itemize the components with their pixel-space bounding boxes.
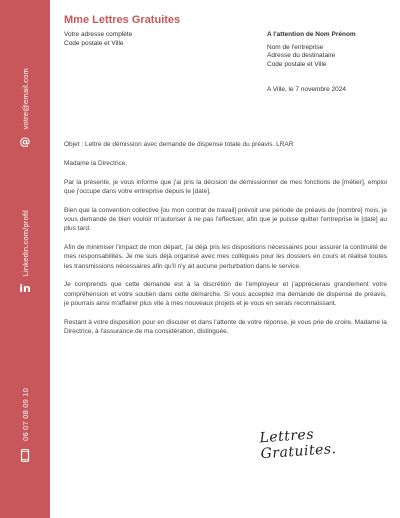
recipient-attention: A l'attention de Nom Prénom [267,31,356,38]
sender-address-block [64,31,132,48]
phone-text: 06 07 08 09 10 [20,388,30,441]
sender-postal: Code postale et Ville [64,39,124,47]
email-text: votre@email.com [20,68,30,130]
letter-paragraph-1: Par la présente, je vous informe que j'ai pris la décision de démissionner de mes fonctions de [métier], emploi que j'occupe dans votre entreprise depuis le [date]. [64,178,387,195]
phone-contact [0,388,50,462]
recipient-block [267,31,356,69]
recipient-address: Adresse du destinataire [267,52,336,59]
place-date: A Ville, le 7 novembre 2024 [267,86,347,93]
linkedin-contact [0,210,50,295]
sender-address: Votre adresse complète [64,31,133,38]
letter-paragraph-4: Je comprends que cette demande est à la discrétion de l'employeur et j'apprécierais grandement votre compréhension et votre soutien dans cette démarche. Si vous acceptez ma demande de dispense de préavis, je pourrais ainsi m'affairer plus vite à mes nouveaux projets et je vous en serais reconnaissant. [64,281,387,308]
sidebar [0,0,50,518]
letter-paragraph-2: Bien que la convention collective [ou mon contrat de travail] prévoit une période de préavis de [nombre] mois, je vous demande de bien vouloir m'autoriser à ne pas l'effectuer, afin que je puisse quitter l'entreprise le [date] au plus tard. [64,206,387,233]
letter-paragraph-3: Afin de minimiser l'impact de mon départ, j'ai déjà pris les dispositions nécessaires pour assurer la continuité de mes responsabilités. Je me suis déjà organisé avec mes collègues pour les dossiers en cours et réalisé toutes les transmissions nécessaires afin qu'il n'y ait aucune perturbation dans le service. [64,244,387,270]
linkedin-text: Linkedin.com/profil [20,210,30,277]
signature: Lettres Gratuites. [259,426,337,463]
linkedin-icon: in [19,282,31,296]
phone-icon [20,449,30,462]
at-icon: @ [19,135,31,149]
letter-salutation: Madame la Directrice, [64,159,128,167]
letter-body [64,140,387,346]
recipient-company: Nom de l'entreprise [267,43,324,51]
email-contact [0,68,50,148]
sender-name: Mme Lettres Gratuites [64,14,181,26]
letter-subject: Objet : Lettre de démission avec demande de dispense totale du préavis. LRAR [64,141,294,148]
recipient-postal: Code postale et Ville [267,60,327,68]
letter-closing: Restant à votre disposition pour en discuter et dans l'attente de votre réponse, je vous prie de croire, Madame la Directrice, à l'assurance de ma considération, distinguée. [64,318,387,336]
